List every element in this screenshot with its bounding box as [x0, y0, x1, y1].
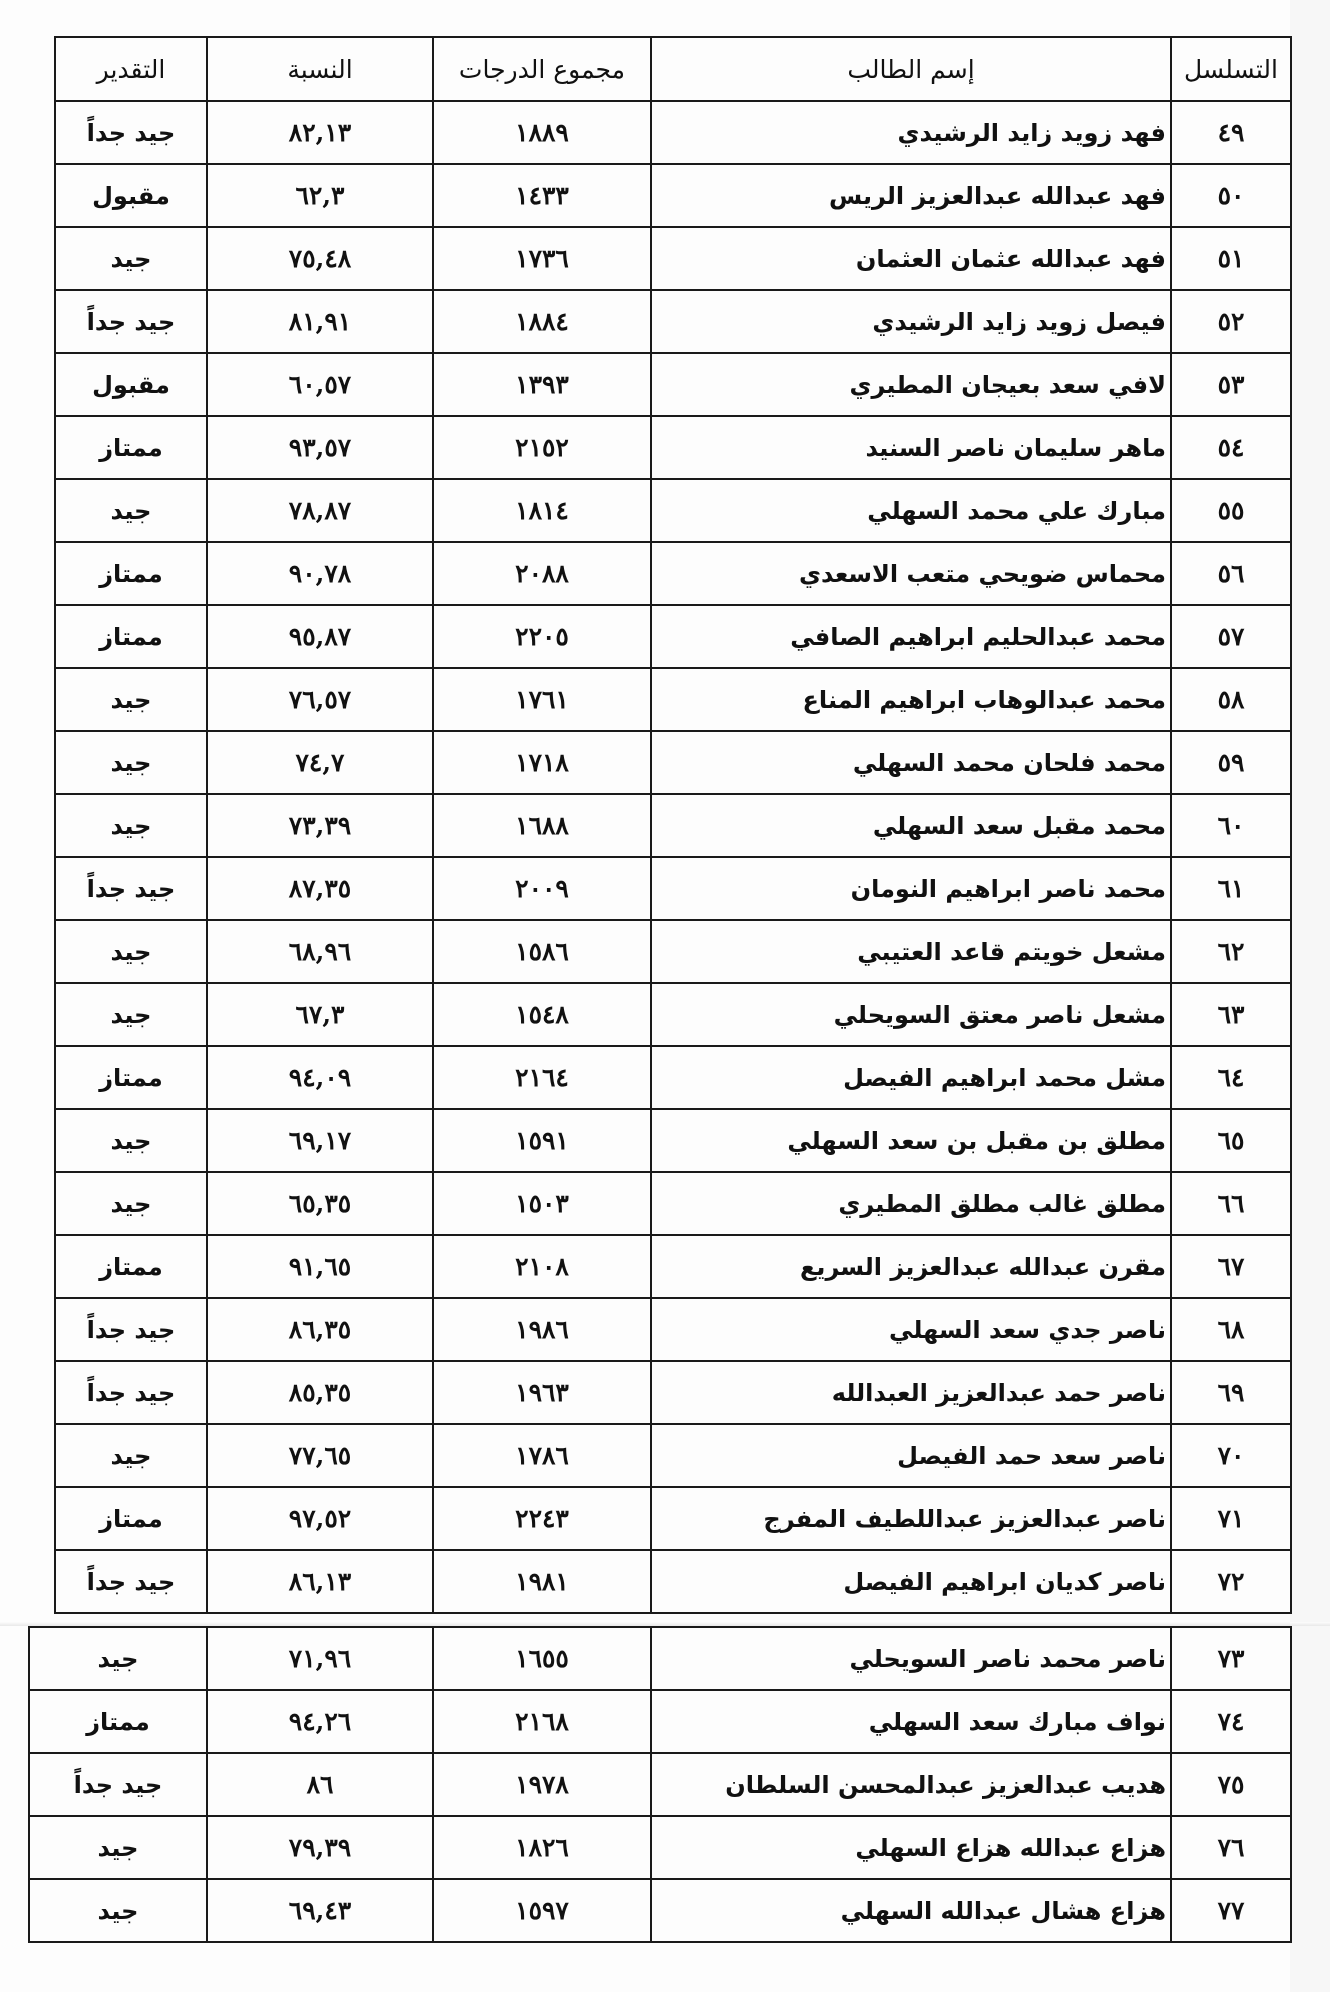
cell-total-marks: ١٥٠٣	[433, 1172, 651, 1235]
cell-percent: ٩٥,٨٧	[207, 605, 433, 668]
cell-student-name: مطلق غالب مطلق المطيري	[651, 1172, 1171, 1235]
table-row	[55, 1172, 1291, 1235]
table-row	[55, 1046, 1291, 1109]
cell-grade: جيد جداً	[55, 857, 207, 920]
cell-percent: ٩٧,٥٢	[207, 1487, 433, 1550]
cell-total-marks: ١٥٩١	[433, 1109, 651, 1172]
cell-student-name: ناصر سعد حمد الفيصل	[651, 1424, 1171, 1487]
cell-grade: جيد	[55, 1424, 207, 1487]
results-table-bottom	[28, 1626, 1292, 1943]
cell-grade: ممتاز	[55, 542, 207, 605]
cell-total-marks: ١٩٨١	[433, 1550, 651, 1613]
cell-serial: ٥٨	[1171, 668, 1291, 731]
cell-percent: ٨٥,٣٥	[207, 1361, 433, 1424]
cell-percent: ٨٦	[207, 1753, 433, 1816]
cell-percent: ٧٦,٥٧	[207, 668, 433, 731]
table-row	[55, 1235, 1291, 1298]
header-serial: التسلسل	[1171, 37, 1291, 101]
cell-serial: ٦٧	[1171, 1235, 1291, 1298]
cell-total-marks: ١٩٨٦	[433, 1298, 651, 1361]
cell-serial: ٦٩	[1171, 1361, 1291, 1424]
cell-percent: ٩٤,٢٦	[207, 1690, 433, 1753]
cell-serial: ٦٠	[1171, 794, 1291, 857]
cell-student-name: مشل محمد ابراهيم الفيصل	[651, 1046, 1171, 1109]
cell-student-name: محمد ناصر ابراهيم النومان	[651, 857, 1171, 920]
cell-total-marks: ١٧٣٦	[433, 227, 651, 290]
cell-total-marks: ٢٢٠٥	[433, 605, 651, 668]
table-row	[29, 1753, 1291, 1816]
cell-percent: ٦٩,٤٣	[207, 1879, 433, 1942]
cell-serial: ٤٩	[1171, 101, 1291, 164]
cell-serial: ٥٣	[1171, 353, 1291, 416]
cell-percent: ٧٥,٤٨	[207, 227, 433, 290]
scan-margin	[1290, 0, 1330, 1992]
table-row	[29, 1690, 1291, 1753]
cell-percent: ٨٦,٣٥	[207, 1298, 433, 1361]
cell-total-marks: ١٨٨٩	[433, 101, 651, 164]
cell-serial: ٥٤	[1171, 416, 1291, 479]
cell-student-name: فيصل زويد زايد الرشيدي	[651, 290, 1171, 353]
cell-percent: ٧٧,٦٥	[207, 1424, 433, 1487]
cell-student-name: محمد عبدالحليم ابراهيم الصافي	[651, 605, 1171, 668]
cell-percent: ٦٧,٣	[207, 983, 433, 1046]
cell-total-marks: ٢١٦٨	[433, 1690, 651, 1753]
header-percent: النسبة	[207, 37, 433, 101]
cell-grade: جيد	[55, 479, 207, 542]
cell-student-name: ناصر محمد ناصر السويحلي	[651, 1627, 1171, 1690]
cell-serial: ٥٥	[1171, 479, 1291, 542]
table-row	[55, 1109, 1291, 1172]
table-row	[55, 227, 1291, 290]
cell-student-name: فهد عبدالله عبدالعزيز الريس	[651, 164, 1171, 227]
table-row	[55, 479, 1291, 542]
cell-total-marks: ١٤٣٣	[433, 164, 651, 227]
table-row	[55, 353, 1291, 416]
cell-total-marks: ١٣٩٣	[433, 353, 651, 416]
cell-student-name: ناصر جدي سعد السهلي	[651, 1298, 1171, 1361]
cell-percent: ٨١,٩١	[207, 290, 433, 353]
cell-grade: ممتاز	[55, 1046, 207, 1109]
cell-student-name: نواف مبارك سعد السهلي	[651, 1690, 1171, 1753]
table-row	[55, 731, 1291, 794]
cell-percent: ٧٨,٨٧	[207, 479, 433, 542]
table-row	[55, 605, 1291, 668]
cell-student-name: هزاع هشال عبدالله السهلي	[651, 1879, 1171, 1942]
header-total: مجموع الدرجات	[433, 37, 651, 101]
table-body-bottom	[29, 1627, 1291, 1942]
cell-grade: ممتاز	[55, 1487, 207, 1550]
cell-serial: ٦٢	[1171, 920, 1291, 983]
cell-grade: مقبول	[55, 164, 207, 227]
cell-serial: ٧٦	[1171, 1816, 1291, 1879]
header-name: إسم الطالب	[651, 37, 1171, 101]
cell-grade: جيد جداً	[55, 290, 207, 353]
cell-percent: ٦٢,٣	[207, 164, 433, 227]
table-row	[55, 794, 1291, 857]
cell-total-marks: ١٦٨٨	[433, 794, 651, 857]
cell-grade: جيد	[55, 983, 207, 1046]
cell-percent: ٨٢,١٣	[207, 101, 433, 164]
cell-percent: ٩٣,٥٧	[207, 416, 433, 479]
cell-grade: جيد جداً	[55, 1361, 207, 1424]
table-row	[55, 920, 1291, 983]
cell-serial: ٧٧	[1171, 1879, 1291, 1942]
table-row	[55, 542, 1291, 605]
cell-serial: ٥٦	[1171, 542, 1291, 605]
cell-percent: ٦٨,٩٦	[207, 920, 433, 983]
table-header	[55, 37, 1291, 101]
cell-serial: ٥٢	[1171, 290, 1291, 353]
cell-student-name: ناصر عبدالعزيز عبداللطيف المفرج	[651, 1487, 1171, 1550]
cell-percent: ٧٣,٣٩	[207, 794, 433, 857]
cell-total-marks: ٢٠٠٩	[433, 857, 651, 920]
cell-student-name: ناصر كديان ابراهيم الفيصل	[651, 1550, 1171, 1613]
table-row	[29, 1627, 1291, 1690]
cell-total-marks: ١٧١٨	[433, 731, 651, 794]
cell-student-name: فهد زويد زايد الرشيدي	[651, 101, 1171, 164]
cell-total-marks: ١٥٤٨	[433, 983, 651, 1046]
cell-grade: جيد	[55, 794, 207, 857]
cell-serial: ٧٥	[1171, 1753, 1291, 1816]
cell-student-name: ناصر حمد عبدالعزيز العبدالله	[651, 1361, 1171, 1424]
table-row	[55, 1298, 1291, 1361]
table-row	[55, 857, 1291, 920]
cell-total-marks: ١٦٥٥	[433, 1627, 651, 1690]
cell-grade: جيد جداً	[55, 1550, 207, 1613]
cell-student-name: مقرن عبدالله عبدالعزيز السريع	[651, 1235, 1171, 1298]
cell-serial: ٥٧	[1171, 605, 1291, 668]
results-table-top	[54, 36, 1292, 1614]
table-row	[55, 416, 1291, 479]
cell-student-name: محماس ضويحي متعب الاسعدي	[651, 542, 1171, 605]
cell-student-name: ماهر سليمان ناصر السنيد	[651, 416, 1171, 479]
cell-total-marks: ٢١٥٢	[433, 416, 651, 479]
cell-total-marks: ١٨٢٦	[433, 1816, 651, 1879]
cell-student-name: محمد مقبل سعد السهلي	[651, 794, 1171, 857]
cell-percent: ٧١,٩٦	[207, 1627, 433, 1690]
cell-total-marks: ٢٢٤٣	[433, 1487, 651, 1550]
table-row	[55, 1361, 1291, 1424]
cell-grade: جيد	[29, 1816, 207, 1879]
cell-grade: ممتاز	[29, 1690, 207, 1753]
cell-serial: ٧٢	[1171, 1550, 1291, 1613]
cell-grade: ممتاز	[55, 416, 207, 479]
cell-total-marks: ١٨١٤	[433, 479, 651, 542]
cell-percent: ٦٥,٣٥	[207, 1172, 433, 1235]
table-row	[55, 1487, 1291, 1550]
cell-student-name: مشعل ناصر معتق السويحلي	[651, 983, 1171, 1046]
cell-percent: ٩١,٦٥	[207, 1235, 433, 1298]
table-row	[29, 1816, 1291, 1879]
cell-serial: ٧٣	[1171, 1627, 1291, 1690]
table-row	[55, 101, 1291, 164]
table-row	[55, 983, 1291, 1046]
cell-serial: ٦٦	[1171, 1172, 1291, 1235]
cell-total-marks: ٢١٠٨	[433, 1235, 651, 1298]
cell-percent: ٩٤,٠٩	[207, 1046, 433, 1109]
cell-student-name: مطلق بن مقبل بن سعد السهلي	[651, 1109, 1171, 1172]
cell-grade: جيد جداً	[29, 1753, 207, 1816]
header-row	[55, 37, 1291, 101]
cell-total-marks: ١٥٩٧	[433, 1879, 651, 1942]
cell-student-name: محمد فلحان محمد السهلي	[651, 731, 1171, 794]
cell-total-marks: ١٩٧٨	[433, 1753, 651, 1816]
cell-grade: جيد	[55, 1109, 207, 1172]
table-row	[55, 1424, 1291, 1487]
table-row	[55, 164, 1291, 227]
header-grade: التقدير	[55, 37, 207, 101]
cell-percent: ٩٠,٧٨	[207, 542, 433, 605]
cell-total-marks: ٢١٦٤	[433, 1046, 651, 1109]
cell-serial: ٧٤	[1171, 1690, 1291, 1753]
cell-grade: مقبول	[55, 353, 207, 416]
table-body-top	[55, 101, 1291, 1613]
cell-student-name: هزاع عبدالله هزاع السهلي	[651, 1816, 1171, 1879]
cell-percent: ٦٩,١٧	[207, 1109, 433, 1172]
cell-student-name: مبارك علي محمد السهلي	[651, 479, 1171, 542]
cell-percent: ٧٩,٣٩	[207, 1816, 433, 1879]
cell-student-name: لافي سعد بعيجان المطيري	[651, 353, 1171, 416]
table-row	[55, 668, 1291, 731]
table-row	[55, 1550, 1291, 1613]
cell-serial: ٦٥	[1171, 1109, 1291, 1172]
cell-serial: ٥٩	[1171, 731, 1291, 794]
cell-percent: ٦٠,٥٧	[207, 353, 433, 416]
cell-serial: ٧٠	[1171, 1424, 1291, 1487]
cell-serial: ٦٣	[1171, 983, 1291, 1046]
cell-student-name: محمد عبدالوهاب ابراهيم المناع	[651, 668, 1171, 731]
cell-total-marks: ١٥٨٦	[433, 920, 651, 983]
cell-grade: جيد	[55, 227, 207, 290]
cell-student-name: هديب عبدالعزيز عبدالمحسن السلطان	[651, 1753, 1171, 1816]
table-row	[29, 1879, 1291, 1942]
cell-serial: ٥١	[1171, 227, 1291, 290]
cell-grade: جيد جداً	[55, 1298, 207, 1361]
cell-total-marks: ١٧٨٦	[433, 1424, 651, 1487]
cell-total-marks: ٢٠٨٨	[433, 542, 651, 605]
cell-percent: ٨٧,٣٥	[207, 857, 433, 920]
cell-grade: جيد	[29, 1879, 207, 1942]
cell-student-name: مشعل خويتم قاعد العتيبي	[651, 920, 1171, 983]
cell-grade: جيد	[55, 1172, 207, 1235]
cell-serial: ٦٨	[1171, 1298, 1291, 1361]
cell-total-marks: ١٨٨٤	[433, 290, 651, 353]
cell-percent: ٧٤,٧	[207, 731, 433, 794]
cell-grade: جيد جداً	[55, 101, 207, 164]
cell-grade: جيد	[55, 668, 207, 731]
cell-student-name: فهد عبدالله عثمان العثمان	[651, 227, 1171, 290]
cell-serial: ٦٤	[1171, 1046, 1291, 1109]
cell-serial: ٧١	[1171, 1487, 1291, 1550]
cell-serial: ٦١	[1171, 857, 1291, 920]
cell-serial: ٥٠	[1171, 164, 1291, 227]
cell-total-marks: ١٩٦٣	[433, 1361, 651, 1424]
table-row	[55, 290, 1291, 353]
cell-grade: جيد	[55, 920, 207, 983]
cell-percent: ٨٦,١٣	[207, 1550, 433, 1613]
cell-grade: ممتاز	[55, 1235, 207, 1298]
cell-grade: جيد	[55, 731, 207, 794]
cell-total-marks: ١٧٦١	[433, 668, 651, 731]
cell-grade: جيد	[29, 1627, 207, 1690]
cell-grade: ممتاز	[55, 605, 207, 668]
